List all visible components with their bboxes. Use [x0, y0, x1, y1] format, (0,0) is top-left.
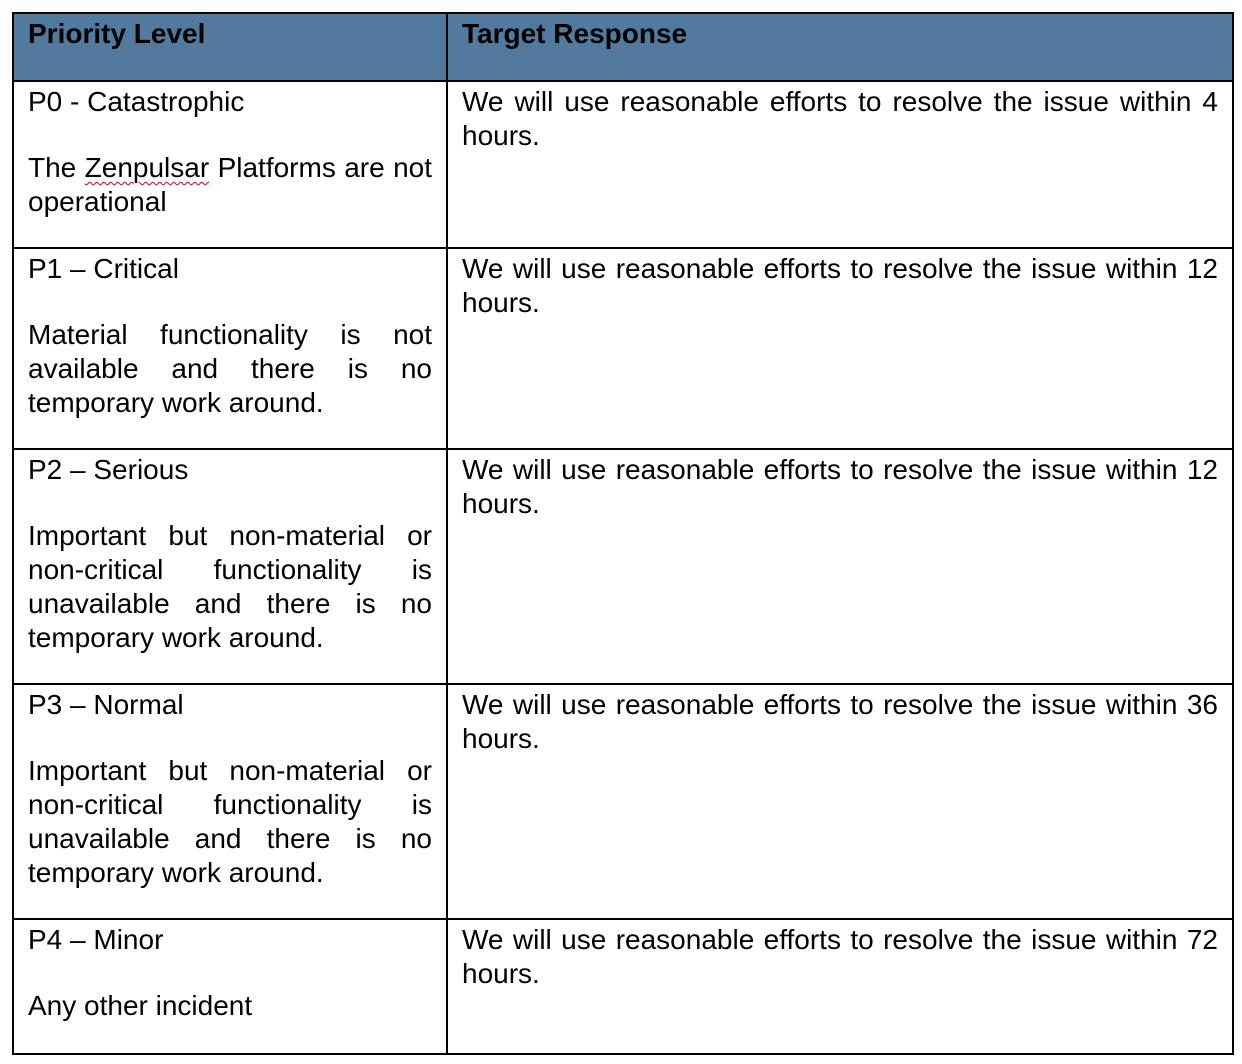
target-response-text: We will use reasonable efforts to resolve the issue within 12 hours. [462, 253, 1218, 318]
priority-level-title: P3 – Normal [28, 689, 184, 720]
priority-description: Material functionality is not available and there is no temporary work around. [28, 319, 432, 418]
priority-description: Any other incident [28, 990, 253, 1021]
priority-cell [13, 919, 447, 1054]
priority-level-title: P1 – Critical [28, 253, 179, 284]
priority-cell [13, 81, 447, 248]
table-row-p0 [13, 81, 1233, 248]
table-row-p3 [13, 684, 1233, 919]
response-cell [447, 919, 1233, 1054]
priority-description: Important but non-material or non-critical functionality is unavailable and there is no temporary work around. [28, 755, 432, 888]
priority-cell [13, 449, 447, 684]
target-response-text: We will use reasonable efforts to resolve the issue within 4 hours. [462, 86, 1218, 151]
priority-description [28, 151, 432, 219]
table-row-p4 [13, 919, 1233, 1054]
spellcheck-flagged-word[interactable]: Zenpulsar [84, 152, 210, 183]
priority-description: Important but non-material or non-critical functionality is unavailable and there is no temporary work around. [28, 520, 432, 653]
priority-cell [13, 248, 447, 449]
priority-level-title: P0 - Catastrophic [28, 86, 245, 117]
description-text: Platforms are not operational [28, 152, 433, 217]
target-response-text: We will use reasonable efforts to resolve the issue within 12 hours. [462, 454, 1218, 519]
header-target-response: Target Response [447, 13, 1233, 81]
table-row-p2 [13, 449, 1233, 684]
table-row-p1 [13, 248, 1233, 449]
target-response-text: We will use reasonable efforts to resolve the issue within 72 hours. [462, 924, 1218, 989]
response-cell [447, 248, 1233, 449]
response-cell [447, 684, 1233, 919]
priority-cell [13, 684, 447, 919]
priority-level-title: P2 – Serious [28, 454, 189, 485]
response-cell [447, 449, 1233, 684]
response-cell [447, 81, 1233, 248]
description-text: The [28, 152, 85, 183]
target-response-text: We will use reasonable efforts to resolve the issue within 36 hours. [462, 689, 1218, 754]
table-header-row [13, 13, 1233, 81]
header-priority-level: Priority Level [13, 13, 447, 81]
priority-response-table [12, 12, 1234, 1055]
priority-level-title: P4 – Minor [28, 924, 164, 955]
